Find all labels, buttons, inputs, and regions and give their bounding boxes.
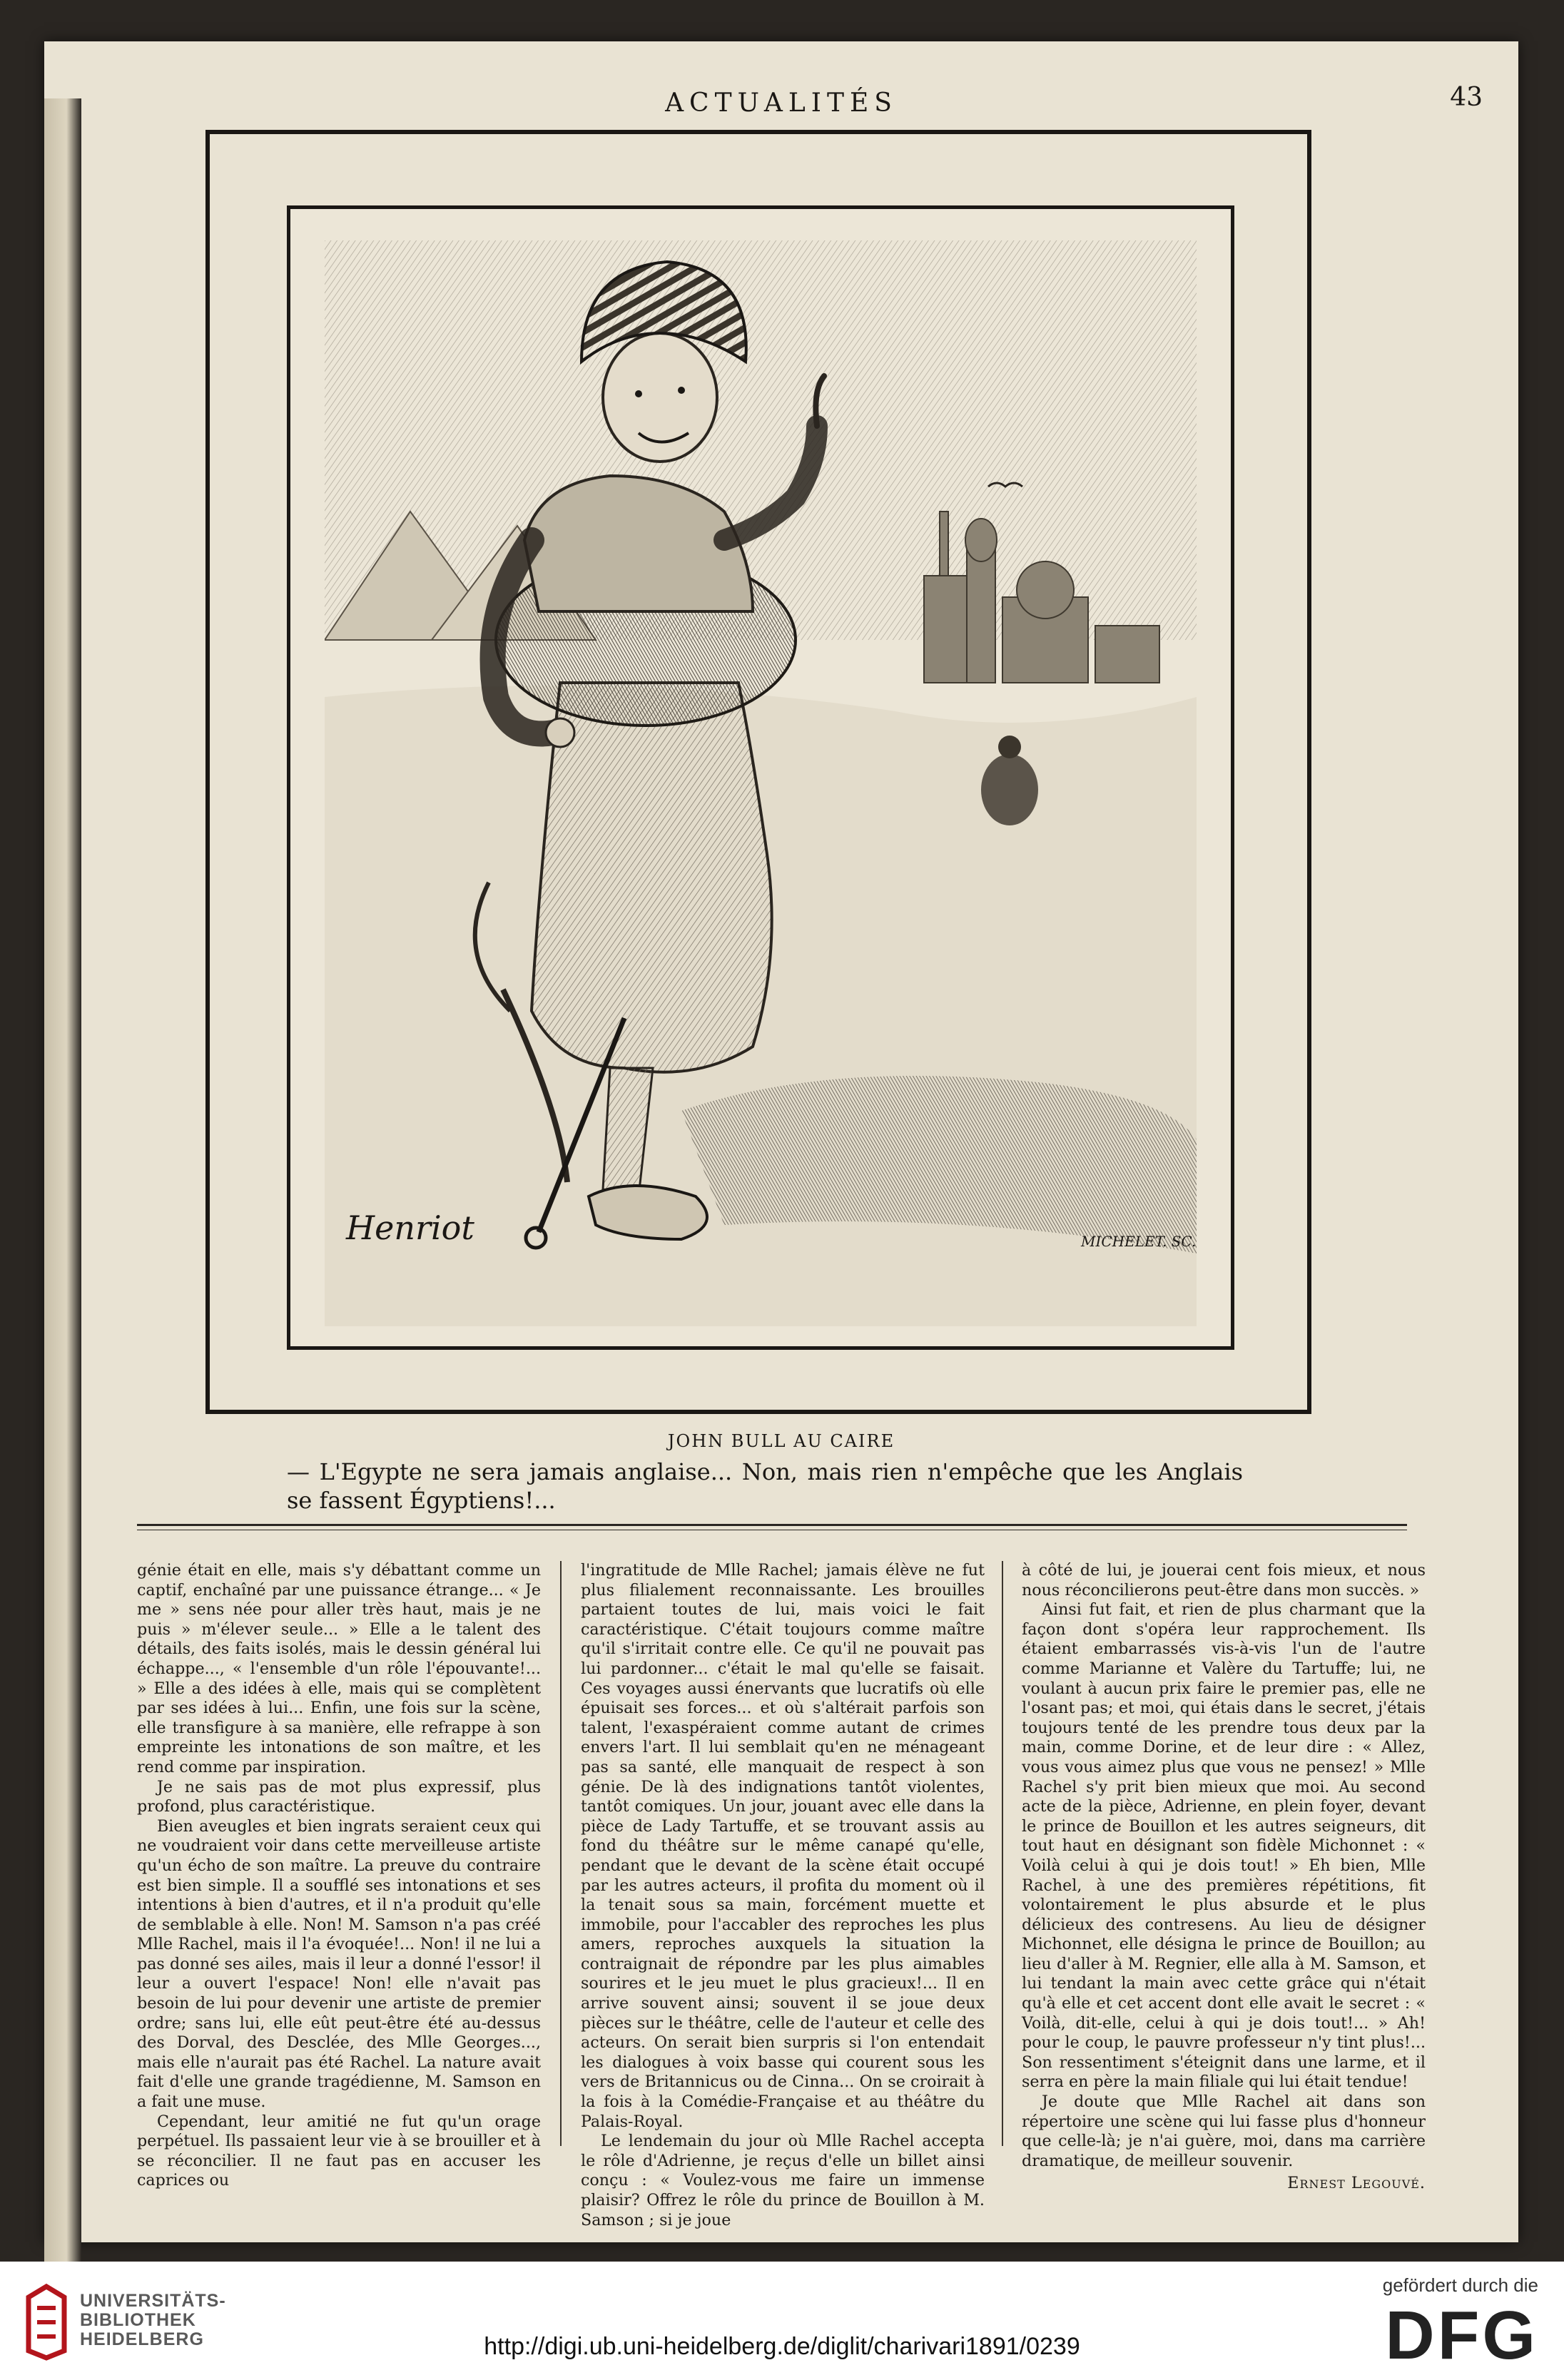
paragraph: à côté de lui, je jouerai cent fois mieux, et nous nous réconcilierons peut-être dans mon succès. » (1022, 1561, 1426, 1600)
john-bull-illustration (325, 240, 1197, 1326)
text-column-3 (1022, 1561, 1426, 2194)
funded-by-label: gefördert durch die (1382, 2274, 1538, 2296)
paragraph: génie était en elle, mais s'y débattant comme un captif, enchaîné par une puissance étrange... « Je me » sens née pour aller très haut, mais je ne puis » m'élever seule... » Elle a le talent des détails, des faits isolés, mais le dessin général lui échappe..., « l'ensemble d'un rôle l'épouvante!... » Elle a des idées à elle, mais qui se complètent par ses idées à lui... Enfin, une fois sur la scène, elle transfigure à sa manière, elle refrappe à son empreinte les intonations de son maître, et les rend comme par inspiration. (137, 1561, 541, 1776)
page-number: 43 (1450, 83, 1483, 112)
dfg-logo: DFG (1385, 2297, 1538, 2374)
section-rule (137, 1524, 1407, 1526)
institution-line: UNIVERSITÄTS- (80, 2291, 226, 2311)
digitization-footer (0, 2262, 1564, 2380)
author-signature: Ernest Legouvé. (1287, 2174, 1426, 2193)
paragraph: Bien aveugles et bien ingrats seraient ceux qui ne voudraient voir dans cette merveilleuse artiste qu'un écho de son maître. La preuve du contraire est bien simple. Il a soufflé ses intonations et ses intentions à bien d'autres, et il n'a produit qu'elle de semblable à elle. Non! M. Samson n'a pas créé Mlle Rachel, mais il l'a évoquée!... Non! il ne lui a pas donné ses ailes, mais il leur a donné l'essor! il leur a ouvert l'espace! Non! elle n'avait pas besoin de lui pour devenir une artiste de premier ordre; sans lui, elle eût peut-être été au-dessus des Dorval, des Desclée, des Mlle Georges..., mais elle n'aurait pas été Rachel. La nature avait fait d'elle une grande tragédienne, M. Samson en a fait une muse. (137, 1816, 541, 2112)
source-url-link[interactable]: http://digi.ub.uni-heidelberg.de/diglit/charivari1891/0239 (484, 2333, 1080, 2360)
text-column-2 (581, 1561, 985, 2230)
caption-text: — L'Egypte ne sera jamais anglaise... Non, mais rien n'empêche que les Anglais se fassent Égyptiens!... (287, 1458, 1243, 1514)
paragraph: Le lendemain du jour où Mlle Rachel accepta le rôle d'Adrienne, je reçus d'elle un billet ainsi conçu : « Voulez-vous me faire un immense plaisir? Offrez le rôle du prince de Bouillon à M. Samson ; si je joue (581, 2132, 985, 2229)
paragraph: Je doute que Mlle Rachel ait dans son répertoire une scène qui lui fasse plus d'honneur que celle-là; je n'ai guère, moi, dans ma carrière dramatique, de meilleur souvenir. (1022, 2092, 1426, 2170)
engraver-signature: MICHELET. SC. (1081, 1233, 1197, 1250)
paragraph: Je ne sais pas de mot plus expressif, plus profond, plus caractéristique. (137, 1777, 541, 1816)
caption-title: JOHN BULL AU CAIRE (667, 1431, 895, 1451)
institution-line: BIBLIOTHEK (80, 2310, 196, 2330)
text-column-1 (137, 1561, 541, 2191)
paragraph: Ainsi fut fait, et rien de plus charmant que la façon dont s'opéra leur rapprochement. Ils étaient embarrassés vis-à-vis l'un de l'autre comme Marianne et Valère du Tartuffe; lui, ne voulant à aucun prix faire le premier pas, elle ne l'osant pas; et moi, qui étais dans le secret, j'étais toujours tenté de les prendre tous deux par la main, comme Dorine, et de leur dire : « Allez, vous vous aimez plus que vous ne pensez! » Mlle Rachel s'y prit bien mieux que moi. Au second acte de la pièce, Adrienne, en plein foyer, devant le prince de Bouillon et les autres seigneurs, dit tout haut en désignant son fidèle Michonnet : « Voilà celui à qui je dois tout! » Eh bien, Mlle Rachel, à une des premières répétitions, fit volontairement le plus absurde et le plus délicieux des contresens. Au lieu de désigner Michonnet, elle désigna le prince de Bouillon; au lieu d'aller à M. Regnier, elle alla à M. Samson, et lui tendant la main avec cette grâce qui n'était qu'à elle et cet accent dont elle avait le secret : « Voilà, dit-elle, celui à qui je dois tout!... » Ah! pour le coup, le pauvre professeur n'y tint plus!... Son ressentiment s'éteignit dans une larme, et il serra en père la main filiale qui lui était tendue! (1022, 1600, 1426, 2092)
paragraph: l'ingratitude de Mlle Rachel; jamais élève ne fut plus filialement reconnaissante. Les brouilles partaient toutes de lui, mais voici le fait caractéristique. C'était toujours comme maître qu'il s'irritait contre elle. Ce qu'il ne pouvait pas lui pardonner... c'était le mal qu'elle se faisait. Ces voyages aussi énervants que lucratifs où elle épuisait ses forces... et où s'altérait parfois son talent, l'exaspéraient comme autant de crimes envers l'art. Il lui semblait qu'en ne ménageant pas sa santé, elle manquait de respect à son génie. De là des indignations tantôt violentes, tantôt comiques. Un jour, jouant avec elle dans la pièce de Lady Tartuffe, et se trouvant assis au fond du théâtre sur le même canapé qu'elle, pendant que le devant de la scène était occupé par les autres acteurs, il profita du moment où il la tenait sous sa main, forcément muette et immobile, pour l'accabler des reproches les plus amers, reproches auxquels la situation la contraignait de répondre par les plus aimables sourires et le jeu muet le plus gracieux!... Il en arrive souvent ainsi; souvent il se joue deux pièces sur le théâtre, celle de l'auteur et celle des acteurs. On serait bien surpris si l'on entendait les dialogues à voix basse qui courent sous les vers de Britannicus ou de Cinna... On se croirait à la fois à la Comédie-Française et au théâtre du Palais-Royal. (581, 1561, 985, 2131)
column-separator (1002, 1561, 1003, 2146)
artist-signature: Henriot (346, 1209, 474, 1247)
running-head: ACTUALITÉS (665, 88, 898, 118)
page-binding-shadow (44, 98, 81, 2310)
newspaper-page (44, 41, 1518, 2242)
column-separator (560, 1561, 562, 2146)
seated-figure (981, 754, 1038, 825)
institution-line: HEIDELBERG (80, 2329, 204, 2349)
paragraph: Cependant, leur amitié ne fut qu'un orage perpétuel. Ils passaient leur vie à se brouiller et à se réconcilier. Il ne faut pas en accuser les caprices ou (137, 2112, 541, 2190)
